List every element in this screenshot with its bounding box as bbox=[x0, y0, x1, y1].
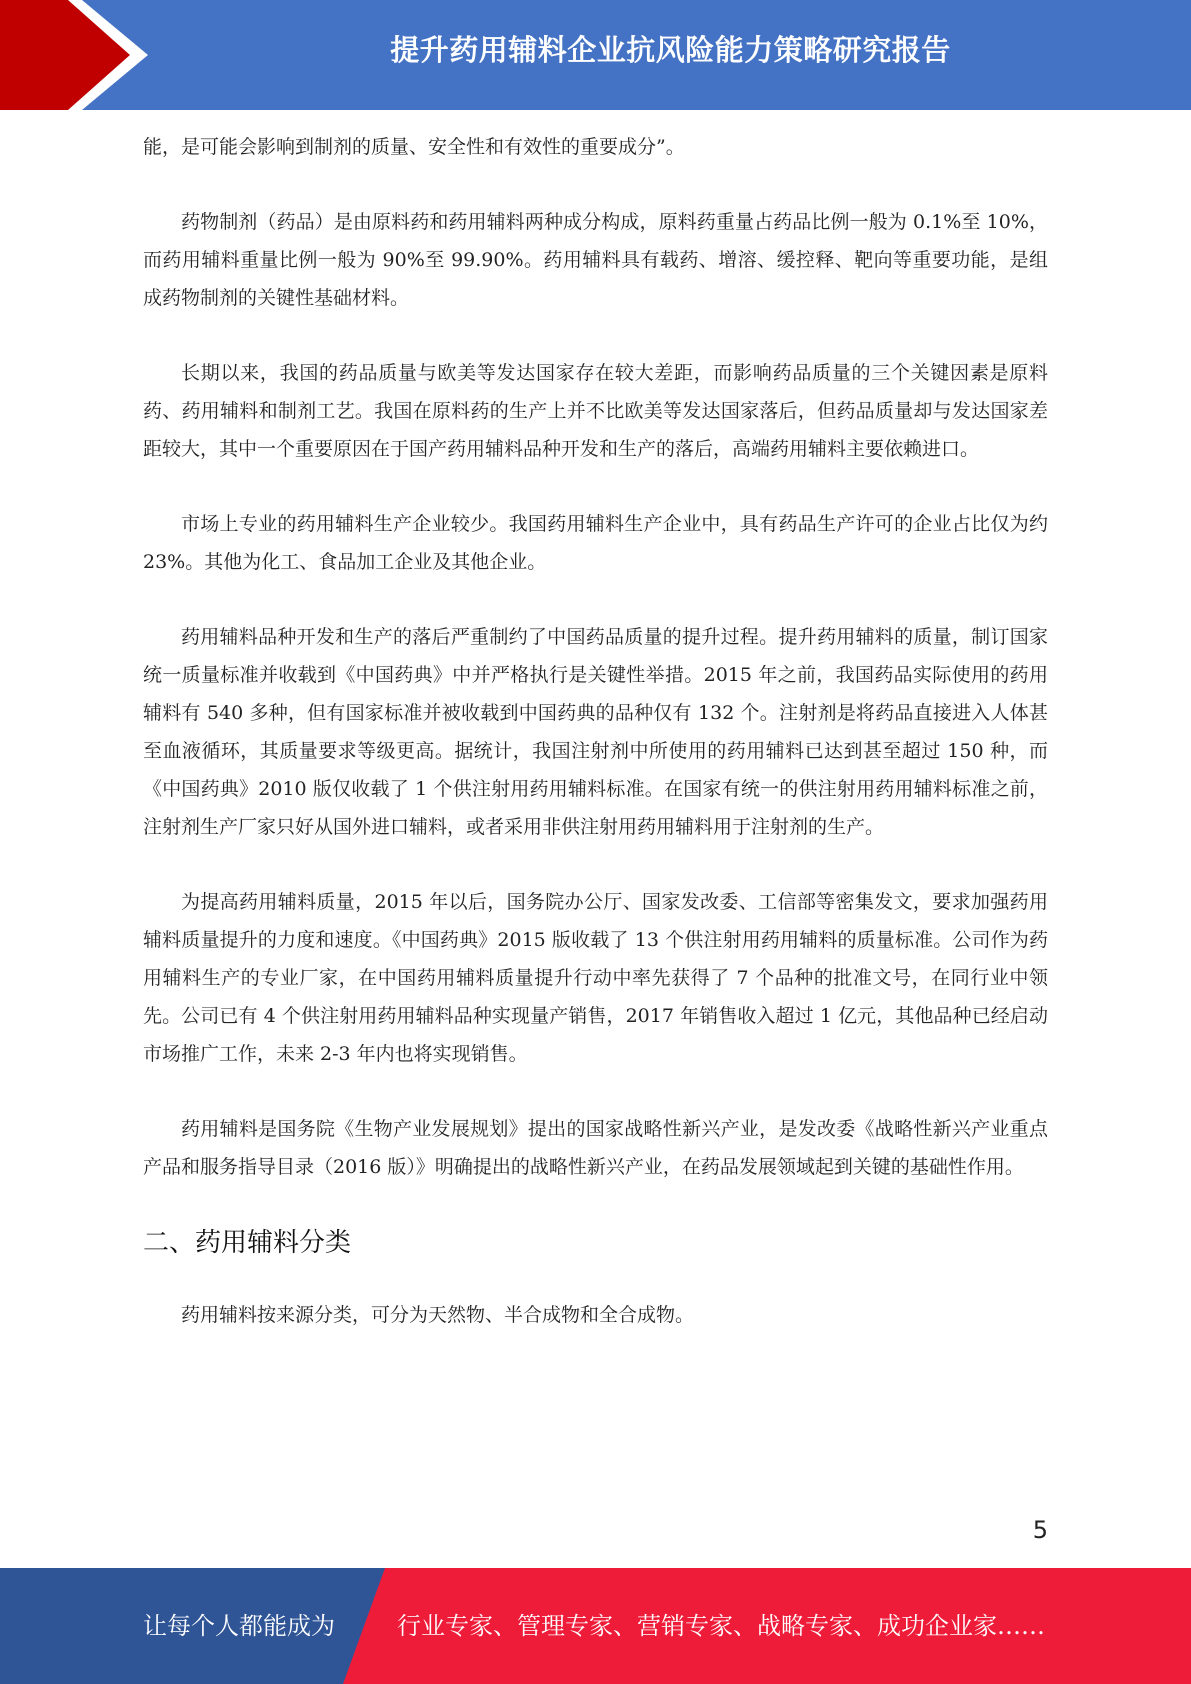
paragraph: 市场上专业的药用辅料生产企业较少。我国药用辅料生产企业中，具有药品生产许可的企业占比仅为约 23%。其他为化工、食品加工企业及其他企业。 bbox=[143, 513, 1048, 573]
document-body bbox=[143, 128, 1048, 1371]
header-arrow-decoration bbox=[0, 0, 160, 110]
header-banner bbox=[0, 0, 1191, 110]
paragraph: 长期以来，我国的药品质量与欧美等发达国家存在较大差距，而影响药品质量的三个关键因素是原料药、药用辅料和制剂工艺。我国在原料药的生产上并不比欧美等发达国家落后，但药品质量却与发达国家差距较大，其中一个重要原因在于国产药用辅料品种开发和生产的落后，高端药用辅料主要依赖进口。 bbox=[143, 362, 1048, 460]
footer-slogan-right: 行业专家、管理专家、营销专家、战略专家、成功企业家…… bbox=[397, 1612, 1045, 1640]
section-paragraph: 药用辅料按来源分类，可分为天然物、半合成物和全合成物。 bbox=[181, 1304, 695, 1326]
footer-banner bbox=[0, 1568, 1191, 1684]
report-title: 提升药用辅料企业抗风险能力策略研究报告 bbox=[390, 33, 951, 67]
paragraph: 药用辅料品种开发和生产的落后严重制约了中国药品质量的提升过程。提升药用辅料的质量，制订国家统一质量标准并收载到《中国药典》中并严格执行是关键性举措。2015 年之前，我国药品实际使用的药用辅料有 540 多种，但有国家标准并被收载到中国药典的品种仅有 132 个。注射剂是将药品直接进入人体甚至血液循环，其质量要求等级更高。据统计，我国注射剂中所使用的药用辅料已达到甚至超过 150 种，而《中国药典》2010 版仅收载了 1 个供注射用药用辅料标准。在国家有统一的供注射用药用辅料标准之前，注射剂生产厂家只好从国外进口辅料，或者采用非供注射用药用辅料用于注射剂的生产。 bbox=[143, 626, 1048, 838]
section-heading: 二、药用辅料分类 bbox=[143, 1228, 352, 1258]
paragraph: 能，是可能会影响到制剂的质量、安全性和有效性的重要成分”。 bbox=[143, 136, 685, 158]
footer-slogan-left: 让每个人都能成为 bbox=[143, 1612, 335, 1640]
page-number: 5 bbox=[1032, 1516, 1048, 1544]
paragraph: 药物制剂（药品）是由原料药和药用辅料两种成分构成，原料药重量占药品比例一般为 0.1%至 10%，而药用辅料重量比例一般为 90%至 99.90%。药用辅料具有载药、增溶、缓控释、靶向等重要功能，是组成药物制剂的关键性基础材料。 bbox=[143, 211, 1048, 309]
paragraph: 药用辅料是国务院《生物产业发展规划》提出的国家战略性新兴产业，是发改委《战略性新兴产业重点产品和服务指导目录（2016 版）》明确提出的战略性新兴产业，在药品发展领域起到关键的基础性作用。 bbox=[143, 1118, 1048, 1178]
paragraph: 为提高药用辅料质量，2015 年以后，国务院办公厅、国家发改委、工信部等密集发文，要求加强药用辅料质量提升的力度和速度。《中国药典》2015 版收载了 13 个供注射用药用辅料的质量标准。公司作为药用辅料生产的专业厂家，在中国药用辅料质量提升行动中率先获得了 7 个品种的批准文号，在同行业中领先。公司已有 4 个供注射用药用辅料品种实现量产销售，2017 年销售收入超过 1 亿元，其他品种已经启动市场推广工作，未来 2-3 年内也将实现销售。 bbox=[143, 891, 1048, 1065]
